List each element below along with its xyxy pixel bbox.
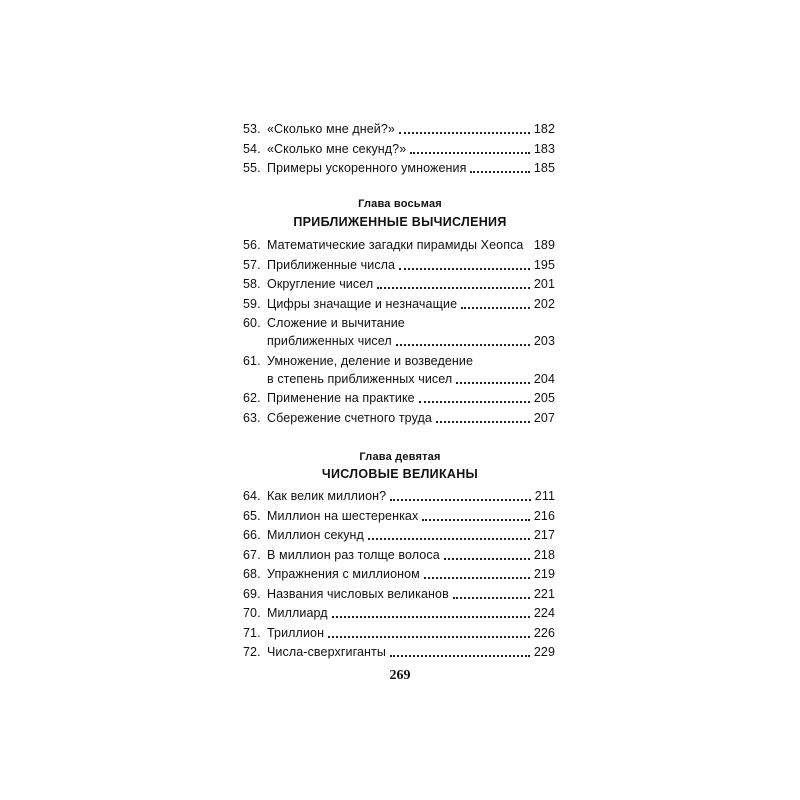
page-number: 269 bbox=[389, 668, 411, 683]
toc-entry bbox=[243, 526, 555, 544]
toc-entry bbox=[243, 275, 555, 293]
chapter-title: ЧИСЛОВЫЕ ВЕЛИКАНЫ bbox=[321, 467, 479, 481]
entry-number: 65. bbox=[243, 508, 261, 523]
entry-page: 183 bbox=[533, 141, 555, 156]
entry-title: Числа-сверхгиганты bbox=[267, 645, 386, 659]
toc-entry bbox=[243, 120, 555, 138]
leader-dots bbox=[390, 654, 530, 657]
toc-section-top bbox=[243, 120, 555, 177]
leader-dots bbox=[461, 306, 530, 309]
entry-page: 229 bbox=[533, 645, 555, 659]
entry-number: 55. bbox=[243, 161, 261, 175]
entry-page: 195 bbox=[533, 257, 555, 272]
toc-entry bbox=[243, 159, 555, 177]
leader-dots bbox=[396, 343, 530, 346]
entry-number: 68. bbox=[243, 567, 261, 581]
entry-title: Округление чисел bbox=[267, 277, 374, 291]
entry-number: 67. bbox=[243, 547, 261, 562]
toc-entry bbox=[243, 565, 555, 583]
entry-page: 182 bbox=[533, 122, 555, 136]
entry-page: 219 bbox=[533, 567, 555, 581]
leader-dots bbox=[377, 286, 530, 289]
entry-page: 207 bbox=[533, 410, 555, 425]
chapter-label: Глава восьмая bbox=[358, 198, 442, 210]
toc-entry bbox=[243, 236, 555, 254]
toc-entry bbox=[243, 256, 555, 274]
entry-page: 185 bbox=[533, 161, 555, 175]
entry-title: Цифры значащие и незначащие bbox=[267, 296, 458, 311]
leader-dots bbox=[419, 400, 530, 403]
entry-page: 217 bbox=[533, 528, 555, 542]
entry-number: 54. bbox=[243, 141, 261, 156]
chapter-label: Глава девятая bbox=[359, 451, 441, 463]
entry-title: Как велик миллион? bbox=[267, 489, 387, 503]
entry-title: Сбережение счетного труда bbox=[267, 410, 432, 425]
entry-title: «Сколько мне дней?» bbox=[267, 122, 395, 136]
toc-entry bbox=[243, 295, 555, 313]
entry-number: 63. bbox=[243, 410, 261, 425]
entry-page: 226 bbox=[533, 625, 555, 640]
entry-page: 204 bbox=[533, 371, 555, 386]
entry-title: Приближенные числа bbox=[267, 257, 396, 272]
entry-title: Миллиард bbox=[267, 606, 328, 620]
entry-title-line1: Сложение и вычитание bbox=[267, 316, 405, 330]
leader-dots bbox=[399, 267, 530, 270]
entry-number: 57. bbox=[243, 257, 261, 272]
entry-number: 66. bbox=[243, 528, 261, 542]
toc-entry bbox=[243, 487, 555, 505]
entry-title: Примеры ускоренного умножения bbox=[267, 161, 467, 175]
entry-page: 202 bbox=[533, 296, 555, 311]
leader-dots bbox=[410, 151, 530, 154]
leader-dots bbox=[368, 537, 530, 540]
entry-title: Миллион на шестеренках bbox=[267, 508, 419, 523]
entry-page: 218 bbox=[533, 547, 555, 562]
toc-entry bbox=[243, 352, 555, 388]
entry-title-line2: приближенных чисел bbox=[267, 334, 392, 348]
entry-page: 224 bbox=[533, 606, 555, 620]
entry-number: 69. bbox=[243, 586, 261, 601]
toc-entry bbox=[243, 314, 555, 350]
entry-number: 58. bbox=[243, 277, 261, 291]
entry-title: Миллион секунд bbox=[267, 528, 364, 542]
leader-dots bbox=[390, 498, 531, 501]
entry-page: 201 bbox=[533, 277, 555, 291]
leader-dots bbox=[328, 635, 530, 638]
leader-dots bbox=[399, 131, 530, 134]
toc-entry bbox=[243, 643, 555, 661]
entry-page: 216 bbox=[533, 508, 555, 523]
entry-number: 70. bbox=[243, 606, 261, 620]
entry-title: Математические загадки пирамиды Хеопса bbox=[267, 238, 524, 252]
entry-number: 53. bbox=[243, 122, 261, 136]
toc-entry bbox=[243, 507, 555, 525]
entry-number: 62. bbox=[243, 391, 261, 405]
leader-dots bbox=[424, 576, 530, 579]
entry-page: 205 bbox=[533, 391, 555, 405]
leader-dots bbox=[422, 518, 530, 521]
leader-dots bbox=[453, 596, 530, 599]
toc-entry bbox=[243, 624, 555, 642]
entry-title-line1: Умножение, деление и возведение bbox=[267, 353, 474, 368]
chapter-title: ПРИБЛИЖЕННЫЕ ВЫЧИСЛЕНИЯ bbox=[293, 215, 507, 229]
toc-entry bbox=[243, 389, 555, 407]
leader-dots bbox=[332, 615, 530, 618]
entry-number: 60. bbox=[243, 316, 261, 330]
leader-dots bbox=[456, 381, 530, 384]
entry-number: 72. bbox=[243, 645, 261, 659]
toc-entry bbox=[243, 409, 555, 427]
toc-entry bbox=[243, 585, 555, 603]
toc-section-chapter9 bbox=[243, 487, 555, 661]
entry-number: 56. bbox=[243, 238, 261, 252]
entry-page: 189 bbox=[533, 238, 555, 252]
leader-dots bbox=[444, 557, 530, 560]
entry-number: 59. bbox=[243, 296, 261, 311]
entry-page: 221 bbox=[533, 586, 555, 601]
toc-entry bbox=[243, 546, 555, 564]
entry-title: Применение на практике bbox=[267, 391, 415, 405]
toc-entry bbox=[243, 604, 555, 622]
toc-section-chapter8 bbox=[243, 236, 555, 427]
toc-entry bbox=[243, 140, 555, 158]
entry-page: 211 bbox=[534, 489, 555, 503]
entry-title: «Сколько мне секунд?» bbox=[267, 141, 407, 156]
entry-number: 64. bbox=[243, 489, 261, 503]
entry-title: Триллион bbox=[267, 625, 325, 640]
entry-title: В миллион раз толще волоса bbox=[267, 547, 440, 562]
entry-title-line2: в степень приближенных чисел bbox=[267, 371, 453, 386]
entry-number: 71. bbox=[243, 625, 261, 640]
leader-dots bbox=[436, 420, 530, 423]
entry-page: 203 bbox=[533, 334, 555, 348]
leader-dots bbox=[470, 170, 529, 173]
entry-number: 61. bbox=[243, 353, 261, 368]
entry-title: Названия числовых великанов bbox=[267, 586, 449, 601]
entry-title: Упражнения с миллионом bbox=[267, 567, 420, 581]
